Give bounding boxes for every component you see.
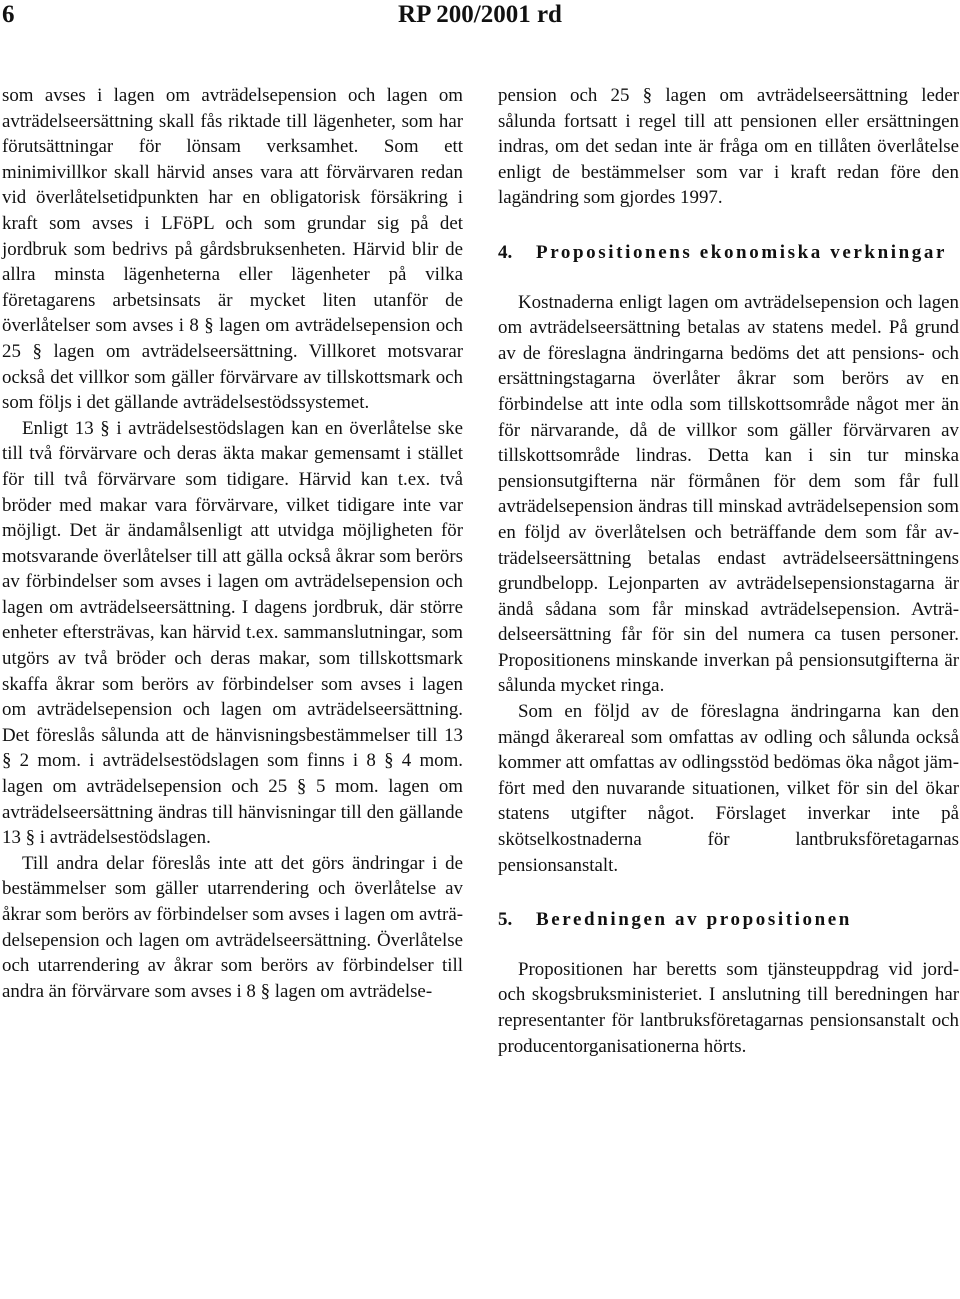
page-number: 6 xyxy=(2,1,15,28)
paragraph: Enligt 13 § i avträdelsestödslagen kan en överlåtelse ske till två förvärvare och deras äkta makar gemensamt i stället för till två förvärvare som tidigare. Härvid kan t.ex. två bröder med makar vara förvärvare, vilket tidigare inte var möjligt. Det är ändamålsenligt att utvidga möjligheten för motsvarande överlåtelser till att gälla också åkrar som berörs av förbindelser som avses i lagen om avträdelsepension och lagen om avträdelseersättning. I dagens jordbruk, där större enheter eftersträvas, kan härvid t.ex. sammanslutningar, som utgörs av två bröder och deras makar, som tillskottsmark skaffa åkrar som berörs av förbindelser som avses i lagen om avträdelsepension och lagen om avträdelseersättning. Det föreslås sålunda att de hänvisningsbestämmelser till 13 § 2 mom. i avträdelsestödslagen som finns i 8 § 4 mom. lagen om avträdelsepension och 25 § 5 mom. lagen om avträdelseersättning ändras till hänvisningar till den gällande 13 § i avträdelsestödslagen. xyxy=(2,417,463,849)
paragraph: Kostnaderna enligt lagen om avträdelsepension och lagen om avträdelseersättning betalas av statens medel. På grund av de föreslagna ändringarna bedöms det att pensions- och ersättningstagarna överlåter åkrar som berörs av en förbindelse att inte odla som tillskottsområde något mer än för närvarande, då de villkor som gäller förvärvaren av tillskottsområde lindras. Detta kan i sin tur minska pensionsutgifterna när förmånen för dem som får full avträdelsepension ändras till minskad avträdelsepension som en följd av överlåtelsen och beträffande dem som får avträdelseersättning betalas endast avträdelseersättningens grundbelopp. Lejonparten av avträdelsepensionstagarna är ändå sådana som får minskad avträdelsepension. Avträdelseersättning får för sin del numera ca tusen personer. Propositionens minskande inverkan på pensionsutgifterna är sålunda mycket ringa. xyxy=(498,291,959,697)
right-column xyxy=(498,83,959,1059)
document-title: RP 200/2001 rd xyxy=(398,1,562,28)
paragraph: pension och 25 § lagen om avträdelseersättning leder sålunda fortsatt i regel till att pensionen eller ersättningen indras, om det sedan inte är fråga om en tillåten överlåtelse enligt de bestämmelser som var i kraft redan före den lagändring som gjordes 1997. xyxy=(498,85,959,209)
section-heading xyxy=(498,240,959,266)
section-title: Beredningen av propositionen xyxy=(536,909,852,931)
left-column xyxy=(2,83,463,1004)
section-number: 5. xyxy=(498,909,513,931)
paragraph: Till andra delar föreslås inte att det görs ändringar i de bestämmelser som gäller utarrendering och överlåtelse av åkrar som berörs av förbindelser som avses i lagen om avträdelsepension och lagen om avträdelseersättning. Överlåtelse och utarrendering av åkrar som berörs av förbindelser till andra än förvärvare som avses i 8 § lagen om avträdelse- xyxy=(2,852,463,1002)
section-heading xyxy=(498,907,959,933)
paragraph: Propositionen har beretts som tjänsteuppdrag vid jord- och skogsbruksministeriet. I anslutning till beredningen har representanter för lantbruksföretagarnas pensionsanstalt och producentorganisationerna hörts. xyxy=(498,958,959,1057)
paragraph: Som en följd av de föreslagna ändringarna kan den mängd åkerareal som omfattas av odling och sålunda också kommer att omfattas av odlingsstöd bedömas öka något jämfört med den nuvarande situationen, vilket för sin del ökar statens utgifter något. Förslaget inverkar inte på skötselkostnaderna för lantbruksföretagarnas pensionsanstalt. xyxy=(498,701,959,876)
section-number: 4. xyxy=(498,241,513,263)
section-title: Propositionens ekonomiska verkningar xyxy=(536,241,948,263)
paragraph: som avses i lagen om avträdelsepension och lagen om avträdelseersättning skall fås riktade till lägenheter, som har förutsättningar för lönsam verksamhet. Som ett minimivillkor skall härvid anses vara att förvärvaren redan vid överlåtelsetidpunkten har en obligatorisk försäkring i kraft som avses i LFöPL och som grundar sig på det jordbruk som bedrivs på gårdsbruksenheten. Härvid blir de allra minsta lägenheterna eller lägenheter på vilka företagarens arbetsinsats är mycket liten utanför de överlåtelser som avses i 8 § lagen om avträdelsepension och 25 § lagen om avträdelseersättning. Villkoret motsvarar också det villkor som gäller förvärvare av tillskottsmark och som följs i det gällande avträdelsestödssystemet. xyxy=(2,85,463,414)
